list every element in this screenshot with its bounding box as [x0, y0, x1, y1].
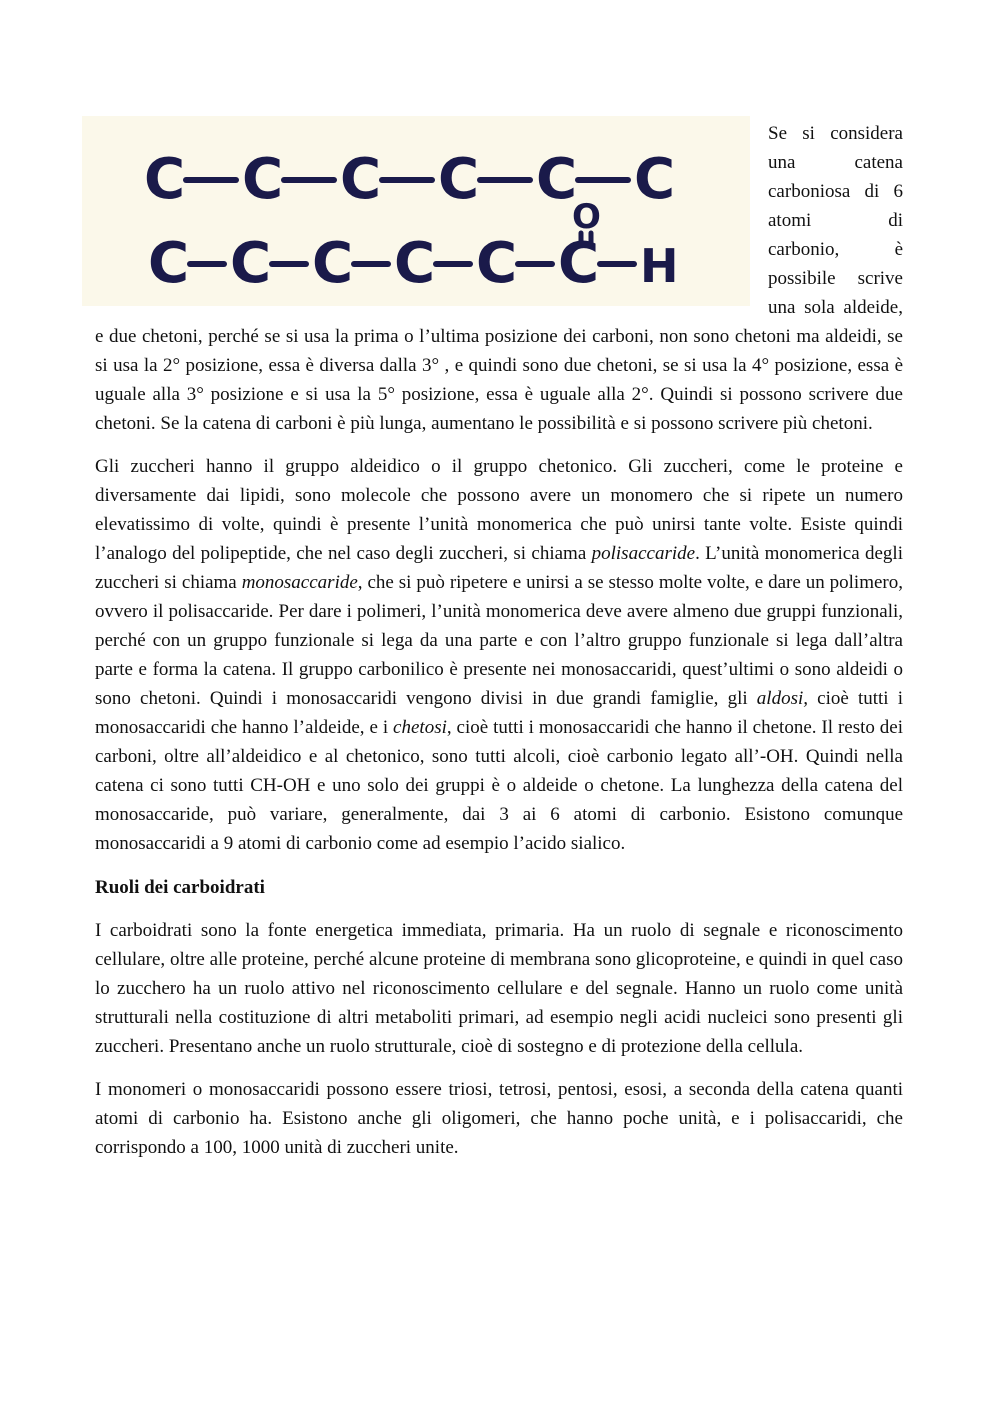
text-run: , che si può ripetere e unirsi a se stesso molte volte, e dare un polimero, ovvero il polisaccaride. Per dare i polimeri, l’unità monomerica deve avere almeno due gruppi funzionali, perché con un gruppo funzionale si lega da una parte e con l’altro gruppo funzionale si lega dall’altra parte e forma la catena. Il gruppo carbonilico è presente nei monosaccaridi, quest’ultimi o sono aldeidi o sono chetoni. Quindi i monosaccaridi vengono divisi in due grandi famiglie, gli	[95, 572, 903, 709]
section-heading: Ruoli dei carboidrati	[95, 877, 265, 898]
paragraph-chain-intro: Se si considera una catena carboniosa di 6 atomi di carbonio, è possibile scrive una sola aldeide, e due chetoni, perché se si usa la prima o l’ultima posizione dei carboni, non sono chetoni ma aldeidi, se si usa la 2° posizione, essa è diversa dalla 3° , e quindi sono due chetoni, se si usa la 4° posizione, essa è uguale alla 3° posizione e si usa la 5° posizione, essa è uguale alla 2°. Quindi si possono scrivere due chetoni. Se la catena di carboni è più lunga, aumentano le possibilità e si possono scrivere più chetoni.	[95, 123, 903, 434]
term-aldosi: aldosi,	[756, 688, 808, 709]
hydrogen-label: H	[640, 239, 679, 293]
carbon-chain-drawing	[82, 116, 750, 306]
carbon-atom-label: C	[230, 231, 272, 296]
carbon-atom-label: C	[340, 147, 382, 212]
carbon-atom-label: C	[536, 147, 578, 212]
carbon-atom-label: C	[476, 231, 518, 296]
carbon-atom-label: C	[148, 231, 190, 296]
carbon-chain-bottom	[148, 197, 679, 296]
text-run: . L’unità monomerica degli zuccheri si chiama	[95, 543, 903, 593]
carbon-chain-figure	[82, 116, 750, 306]
text-run: , cioè tutti i monosaccaridi che hanno il chetone. Il resto dei carboni, oltre all’aldeidico e al chetonico, sono tutti alcoli, cioè carbonio legato all’-OH. Quindi nella catena ci sono tutti CH-OH e uno solo dei gruppi è o aldeide o chetone. La lunghezza della catena del monosaccaride, può variare, generalmente, dai 3 ai 6 atomi di carbonio. Esistono comunque monosaccaridi a 9 atomi di carbonio come ad esempio l’acido sialico.	[95, 717, 904, 854]
paragraph-ruoli: I carboidrati sono la fonte energetica immediata, primaria. Ha un ruolo di segnale e riconoscimento cellulare, oltre alle proteine, perché alcune proteine di membrana sono glicoproteine, e quindi in quel caso lo zucchero ha un ruolo attivo nel riconoscimento cellulare e del segnale. Hanno un ruolo come unità strutturali nella costituzione di altri metaboliti primari, ad esempio negli acidi nucleici sono presenti gli zuccheri. Presentano anche un ruolo strutturale, cioè di sostegno e di protezione della cellula.	[95, 920, 903, 1057]
carbon-atom-label: C	[242, 147, 284, 212]
carbon-atom-label: C	[558, 231, 600, 296]
carbon-atom-label: C	[312, 231, 354, 296]
carbon-atom-label: C	[394, 231, 436, 296]
paragraph-zuccheri	[95, 452, 903, 858]
term-chetosi: chetosi	[393, 717, 447, 738]
carbon-atom-label: C	[144, 147, 186, 212]
document-page	[95, 116, 903, 1162]
paragraph-monomeri: I monomeri o monosaccaridi possono essere triosi, tetrosi, pentosi, esosi, a seconda della catena quanti atomi di carbonio ha. Esistono anche gli oligomeri, che hanno poche unità, e i polisaccaridi, che corrispondo a 100, 1000 unità di zuccheri unite.	[95, 1079, 903, 1158]
carbon-atom-label: C	[634, 147, 676, 212]
text-run: Gli zuccheri hanno il gruppo aldeidico o il gruppo chetonico. Gli zuccheri, come le proteine e diversamente dai lipidi, sono molecole che possono avere un monomero che si ripete un numero elevatissimo di volte, quindi è presente l’unità monomerica che può unirsi tante volte. Esiste quindi l’analogo del polipeptide, che nel caso degli zuccheri, si chiama	[95, 456, 903, 564]
term-polisaccaride: polisaccaride	[591, 543, 696, 564]
term-monosaccaride: monosaccaride	[241, 572, 358, 593]
oxygen-label: O	[572, 197, 601, 237]
text-run: cioè tutti i monosaccaridi che hanno l’aldeide, e i	[95, 688, 903, 738]
carbon-atom-label: C	[438, 147, 480, 212]
